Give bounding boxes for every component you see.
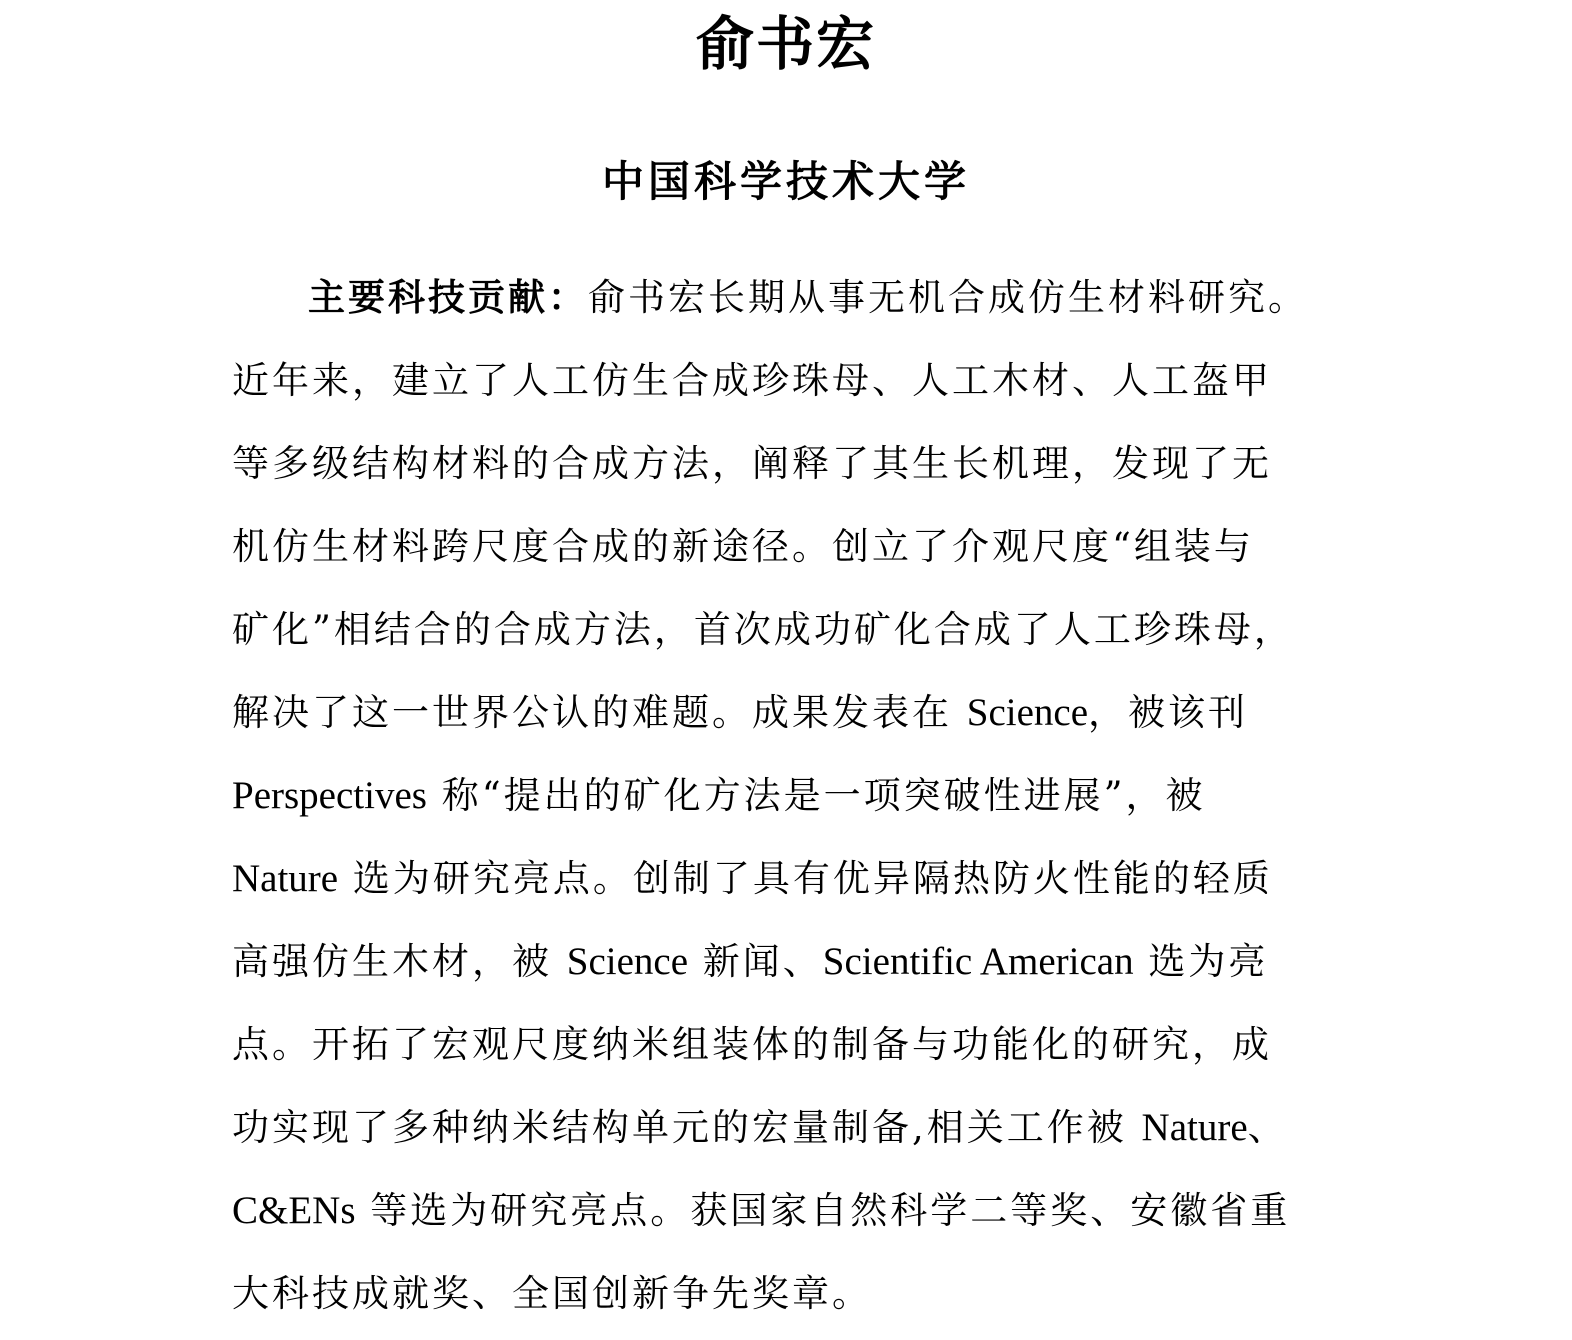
line-text: 、 <box>1247 1106 1288 1149</box>
paragraph-line <box>232 1252 1342 1335</box>
paragraph-line <box>232 1086 1342 1169</box>
journal-name: Nature <box>232 857 339 900</box>
contribution-label: 主要科技贡献： <box>308 275 588 319</box>
journal-name: Science <box>566 940 689 983</box>
paragraph-line <box>232 837 1342 920</box>
line-text: 选为研究亮点。创制了具有优异隔热防火性能的轻质 <box>338 857 1273 900</box>
line-text: 功实现了多种纳米结构单元的宏量制备,相关工作被 <box>232 1106 1142 1149</box>
person-name-heading: 俞书宏 <box>695 10 876 78</box>
journal-section-name: Perspectives <box>232 774 427 817</box>
paragraph-line <box>232 920 1342 1003</box>
journal-name: Science <box>966 691 1089 734</box>
contribution-paragraph <box>232 256 1342 1335</box>
line-text: 等选为研究亮点。获国家自然科学二等奖、安徽省重 <box>355 1189 1291 1232</box>
line-text: 称“提出的矿化方法是一项突破性进展”，被 <box>426 774 1206 817</box>
line-text: 高强仿生木材，被 <box>232 940 567 983</box>
paragraph-line <box>232 1003 1342 1086</box>
journal-name: Scientific American <box>822 940 1134 983</box>
line-text: 俞书宏长期从事无机合成仿生材料研究。 <box>588 276 1308 319</box>
paragraph-line <box>232 671 1342 754</box>
line-text: ，被该刊 <box>1088 691 1249 734</box>
journal-name: Nature <box>1141 1106 1248 1149</box>
line-text: 等多级结构材料的合成方法，阐释了其生长机理，发现了无 <box>232 442 1272 485</box>
line-text: 选为亮 <box>1133 940 1269 983</box>
paragraph-line <box>232 1169 1342 1252</box>
line-text: 新闻、 <box>688 940 823 983</box>
paragraph-line <box>232 422 1342 505</box>
affiliation-heading: 中国科学技术大学 <box>601 157 970 206</box>
line-text: 解决了这一世界公认的难题。成果发表在 <box>232 691 967 734</box>
paragraph-line <box>232 505 1342 588</box>
line-text: 大科技成就奖、全国创新争先奖章。 <box>232 1272 872 1315</box>
line-text: 机仿生材料跨尺度合成的新途径。创立了介观尺度“组装与 <box>232 525 1254 568</box>
line-text: 矿化”相结合的合成方法，首次成功矿化合成了人工珍珠母， <box>232 608 1294 651</box>
journal-name: C&ENs <box>232 1189 356 1232</box>
line-text: 近年来，建立了人工仿生合成珍珠母、人工木材、人工盔甲 <box>232 359 1272 402</box>
line-text: 点。开拓了宏观尺度纳米组装体的制备与功能化的研究，成 <box>232 1023 1272 1066</box>
paragraph-line <box>232 339 1342 422</box>
paragraph-line <box>232 754 1342 837</box>
paragraph-line <box>232 256 1342 339</box>
paragraph-line <box>232 588 1342 671</box>
